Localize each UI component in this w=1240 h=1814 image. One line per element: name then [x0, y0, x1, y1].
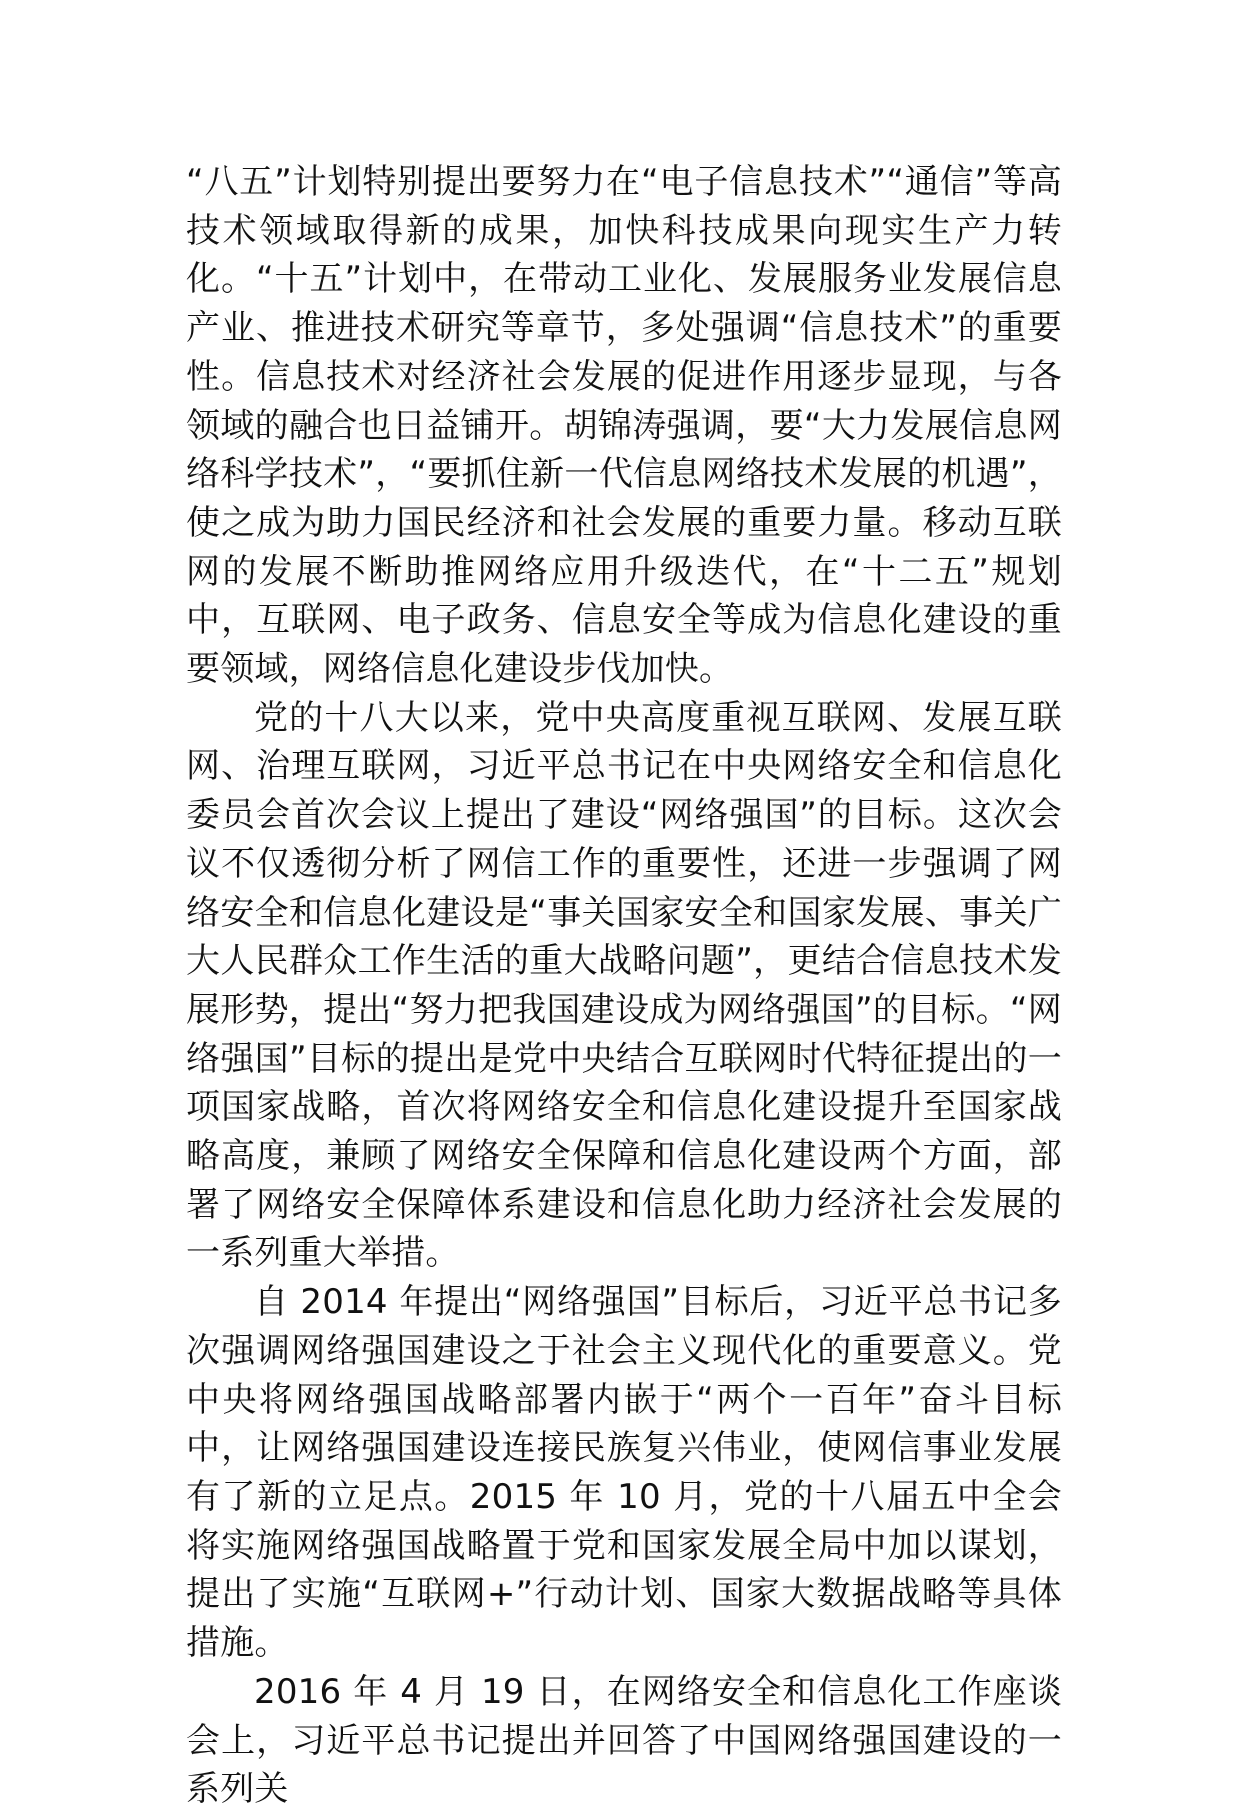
- body-text: [186, 158, 1062, 1814]
- paragraph-3: 自 2014 年提出“网络强国”目标后，习近平总书记多次强调网络强国建设之于社会主义现代化的重要意义。党中央将网络强国战略部署内嵌于“两个一百年”奋斗目标中，让网络强国建设连接民族复兴伟业，使网信事业发展有了新的立足点。2015 年 10 月，党的十八届五中全会将实施网络强国战略置于党和国家发展全局中加以谋划，提出了实施“互联网+”行动计划、国家大数据战略等具体措施。: [186, 1282, 1062, 1664]
- paragraph-2: 党的十八大以来，党中央高度重视互联网、发展互联网、治理互联网，习近平总书记在中央网络安全和信息化委员会首次会议上提出了建设“网络强国”的目标。这次会议不仅透彻分析了网信工作的重要性，还进一步强调了网络安全和信息化建设是“事关国家安全和国家发展、事关广大人民群众工作生活的重大战略问题”，更结合信息技术发展形势，提出“努力把我国建设成为网络强国”的目标。“网络强国”目标的提出是党中央结合互联网时代特征提出的一项国家战略，首次将网络安全和信息化建设提升至国家战略高度，兼顾了网络安全保障和信息化建设两个方面，部署了网络安全保障体系建设和信息化助力经济社会发展的一系列重大举措。: [186, 697, 1062, 1274]
- paragraph-4: 2016 年 4 月 19 日，在网络安全和信息化工作座谈会上，习近平总书记提出并回答了中国网络强国建设的一系列关: [186, 1671, 1062, 1810]
- paragraph-1: “八五”计划特别提出要努力在“电子信息技术”“通信”等高技术领域取得新的成果，加快科技成果向现实生产力转化。“十五”计划中，在带动工业化、发展服务业发展信息产业、推进技术研究等章节，多处强调“信息技术”的重要性。信息技术对经济社会发展的促进作用逐步显现，与各领域的融合也日益铺开。胡锦涛强调，要“大力发展信息网络科学技术”，“要抓住新一代信息网络技术发展的机遇”，使之成为助力国民经济和社会发展的重要力量。移动互联网的发展不断助推网络应用升级迭代，在“十二五”规划中，互联网、电子政务、信息安全等成为信息化建设的重要领域，网络信息化建设步伐加快。: [186, 162, 1062, 690]
